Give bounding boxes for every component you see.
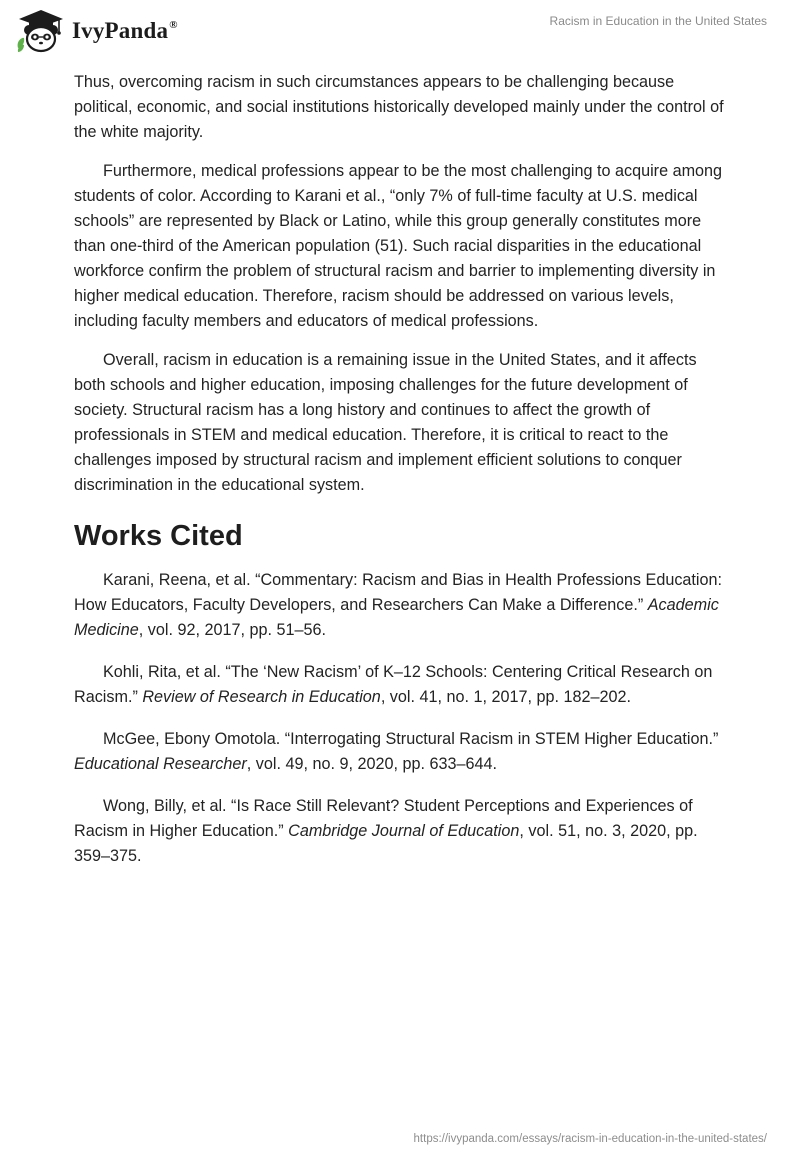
citation-details: , vol. 51, no. 3, 2020, pp. 359–375. <box>74 822 698 865</box>
citation-source: Educational Researcher <box>74 755 247 773</box>
panda-graduate-icon <box>14 8 68 54</box>
citation-text: Karani, Reena, et al. “Commentary: Racism and Bias in Health Professions Education: How Educators, Faculty Developers, and Researchers Can Make a Difference.” <box>74 571 723 614</box>
citation-details: , vol. 49, no. 9, 2020, pp. 633–644. <box>246 755 497 773</box>
paragraph: Overall, racism in education is a remaining issue in the United States, and it affects both schools and higher education, imposing challenges for the future development of society. Structural racism has a long history and continues to affect the growth of professionals in STEM and medical education. Therefore, it is critical to react to the challenges imposed by structural racism and implement efficient solutions to conquer discrimination in the educational system. <box>74 351 697 494</box>
registered-mark: ® <box>169 19 178 31</box>
works-cited-heading: Works Cited <box>74 520 243 552</box>
page-header <box>0 0 800 62</box>
citation-entry <box>74 727 724 777</box>
citation-source: Cambridge Journal of Education <box>288 822 520 840</box>
citation-text: McGee, Ebony Omotola. “Interrogating Structural Racism in STEM Higher Education.” <box>103 730 719 748</box>
citation-text: Wong, Billy, et al. “Is Race Still Relevant? Student Perceptions and Experiences of Racism in Higher Education.” <box>74 797 693 840</box>
essay-content <box>74 70 724 886</box>
brand-name: IvyPanda® <box>72 18 178 43</box>
citation-source: Review of Research in Education <box>142 688 381 706</box>
citation-entry <box>74 660 724 710</box>
citation-entry <box>74 568 724 643</box>
source-url-link[interactable]: https://ivypanda.com/essays/racism-in-education-in-the-united-states/ <box>413 1133 767 1145</box>
paragraph: Furthermore, medical professions appear to be the most challenging to acquire among students of color. According to Karani et al., “only 7% of full-time faculty at U.S. medical schools” are represented by Black or Latino, while this group generally constitutes more than one-third of the American population (51). Such racial disparities in the educational workforce confirm the problem of structural racism and barrier to implementing diversity in higher medical education. Therefore, racism should be addressed on various levels, including faculty members and educators of medical professions. <box>74 162 723 330</box>
running-title: Racism in Education in the United States <box>549 14 767 28</box>
citation-details: , vol. 92, 2017, pp. 51–56. <box>138 621 326 639</box>
citation-text: Kohli, Rita, et al. “The ‘New Racism’ of K–12 Schools: Centering Critical Research on Racism.” <box>74 663 713 706</box>
citation-source: Academic Medicine <box>74 596 719 639</box>
brand-logo[interactable] <box>14 8 178 54</box>
citation-entry <box>74 794 724 869</box>
paragraph: Thus, overcoming racism in such circumstances appears to be challenging because political, economic, and social institutions historically developed mainly under the control of the white majority. <box>74 73 724 141</box>
citation-details: , vol. 41, no. 1, 2017, pp. 182–202. <box>380 688 632 706</box>
